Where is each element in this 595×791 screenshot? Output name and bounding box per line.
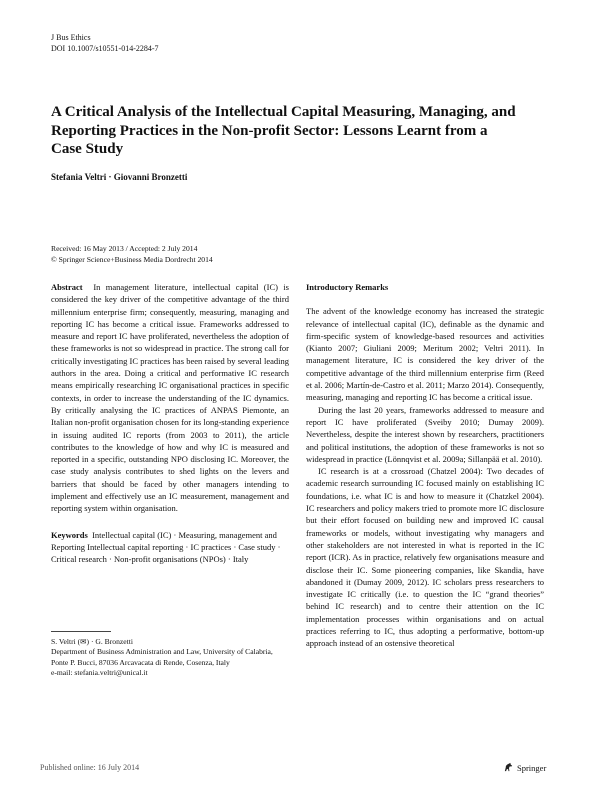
abstract-text: In management literature, intellectual capital (IC) is considered the key driver of the competitive advantage of the third millennium enterprise firm; consequently, measuring, managing and reporting IC has become a critical issue. Frameworks addressed to measure and report IC have proliferated, nevertheless the adoption of these frameworks is not so widespread in practice. The strong call for critically investigating IC practices has been raised by several leading authors in the area. Doing a critical and performative IC research means empirically researching IC organisational practices in specific contexts, in order to increase the understanding of the IC dynamics. By critically analysing the IC practices of ANPAS Piemonte, an Italian non-profit organisation chosen for its long-standing experience in issuing audited IC reports (from 2003 to 2011), the article contributes to the knowledge of how and why IC is measured and reported in a specific, outstanding NPO disclosing IC. Moreover, the case study analysis contributes to shed lights on the levers and barriers that should be faced by other managers intending to implement and effectively use an IC measurement, management and reporting system within organisation. <box>51 282 290 514</box>
intro-paragraph-1: The advent of the knowledge economy has increased the strategic relevance of intellectual capital (IC), definable as the dynamic and firm-specific system of knowledge-based resources and activities (Kianto 2007; Giuliani 2009; Meritum 2002; Veltri 2011). In management literature, IC is considered the key driver of the competitive advantage of the third millennium enterprise firm (Reed et al. 2006; Martín-de-Castro et al. 2011; Marzo 2014). Consequently, measuring, managing and reporting IC has become a critical issue. <box>306 306 544 403</box>
left-column <box>51 281 289 566</box>
publisher-name: Springer <box>517 762 547 773</box>
email-link[interactable]: e-mail: stefania.veltri@unical.it <box>51 667 148 677</box>
keywords-heading: Keywords <box>51 529 88 540</box>
abstract <box>51 281 289 515</box>
copyright: © Springer Science+Business Media Dordrecht 2014 <box>51 255 213 264</box>
doi: DOI 10.1007/s10551-014-2284-7 <box>51 44 159 53</box>
section-heading: Introductory Remarks <box>306 282 389 292</box>
paper-title: A Critical Analysis of the Intellectual Capital Measuring, Managing, and Reporting Practices in the Non-profit Sector: Lessons Learnt from a Case Study <box>51 104 516 157</box>
keywords <box>51 529 289 566</box>
intro-paragraph-3: IC research is at a crossroad (Chatzel 2004): Two decades of academic research surrounding IC focused mainly on establishing IC foundations, i.e. what IC is and how to measure it (Chatzkel 2004). IC researchers and policy makers tried to promote more IC disclosure but their effort focused on building new and improved IC causal frameworks or models, without investigating why managers and other stakeholders are not interested in what is reported in the IC report (ICR). As in practice, relatively few organisations measure and disclose their IC. Some pioneering companies, like Skandia, have abandoned it (Dumay 2009, 2012). IC scholars press researchers to investigate IC critically (i.e. to question the IC “grand theories” behind IC research) and to centre their attention on the IC implementation processes within organisations and on actual practices referring to IC, thus adopting a performative, bottom-up approach instead of an ostensive theoretical <box>306 466 544 649</box>
authors: Stefania Veltri · Giovanni Bronzetti <box>51 172 188 182</box>
journal-header <box>51 32 159 54</box>
published-online: Published online: 16 July 2014 <box>40 763 140 772</box>
affiliation <box>51 637 289 678</box>
journal-name: J Bus Ethics <box>51 33 91 42</box>
keywords-text: Intellectual capital (IC) · Measuring, management and Reporting Intellectual capital reporting · IC practices · Case study · Critical research · Non-profit organisations (NPOs) · Italy <box>51 529 281 565</box>
affiliation-names: S. Veltri (✉) · G. Bronzetti <box>51 637 133 646</box>
received-accepted: Received: 16 May 2013 / Accepted: 2 July 2014 <box>51 244 198 253</box>
right-column <box>306 281 544 650</box>
dates <box>51 243 213 265</box>
springer-logo <box>503 762 546 773</box>
affiliation-dept: Department of Business Administration and Law, University of Calabria, Ponte P. Bucci, 87036 Arcavacata di Rende, Cosenza, Italy <box>51 647 273 667</box>
footnote-rule <box>51 631 111 632</box>
springer-horse-icon <box>503 762 514 773</box>
intro-paragraph-2: During the last 20 years, frameworks addressed to measure and report IC have proliferated (Sveiby 2010; Dumay 2009). Nevertheless, despite the interest shown by researchers, practitioners and political institutions, the adoption of these frameworks is not so widespread in practice (Lönnqvist et al. 2009a; Sillanpää et al. 2010). <box>306 404 544 464</box>
abstract-heading: Abstract <box>51 282 83 292</box>
